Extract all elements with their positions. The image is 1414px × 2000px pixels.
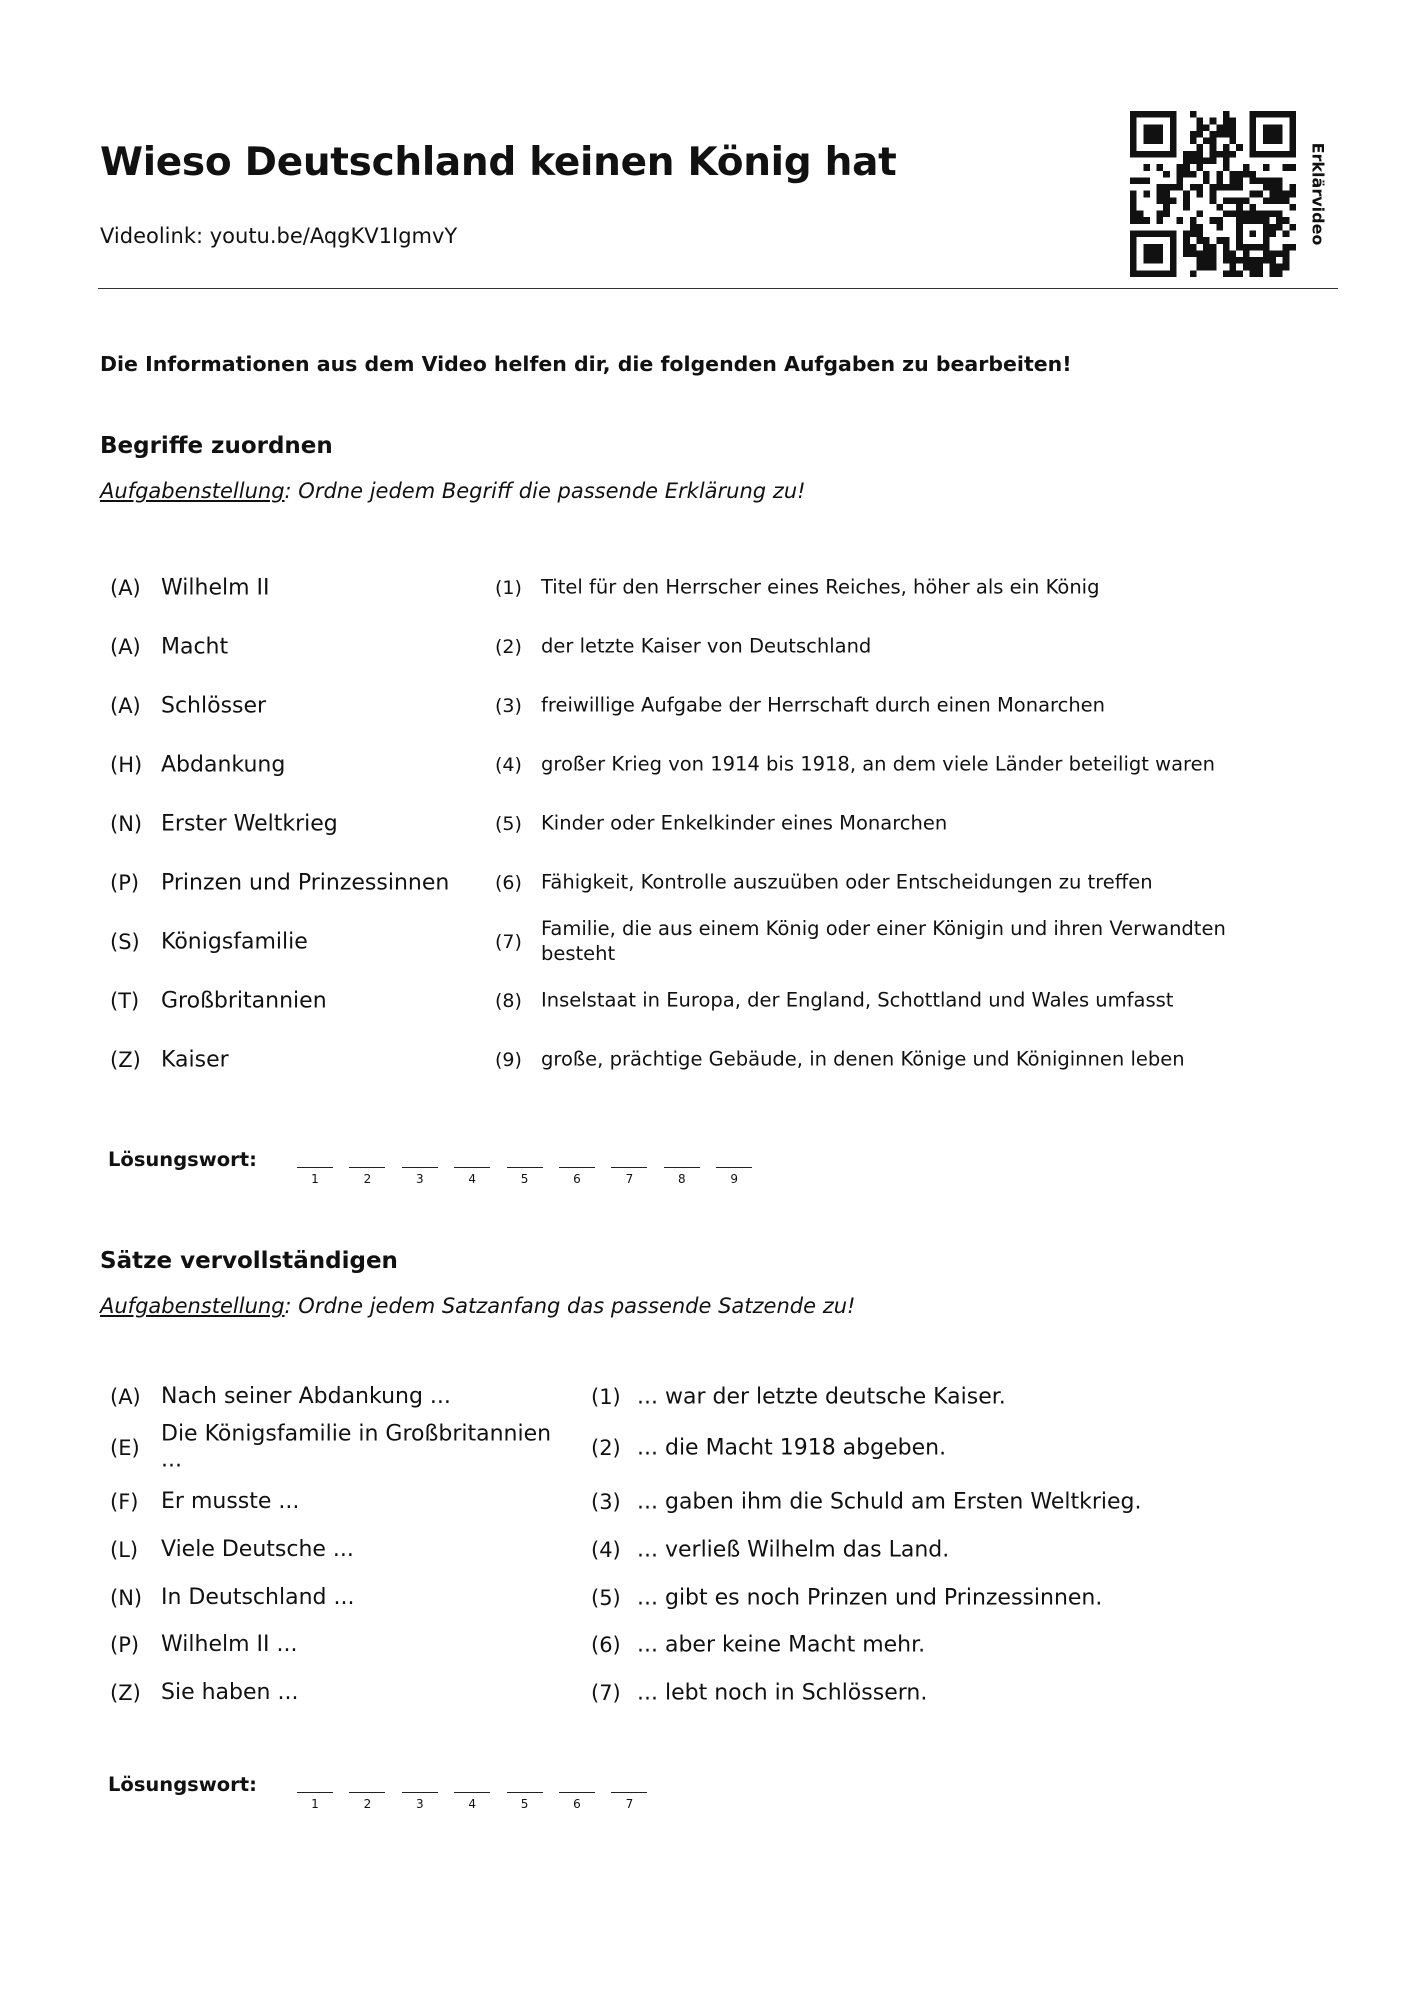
answer-blank[interactable] bbox=[349, 1167, 385, 1168]
sentence-start: In Deutschland ... bbox=[161, 1584, 355, 1610]
answer-blank[interactable] bbox=[349, 1792, 385, 1793]
sentence-start: Die Königsfamilie in Großbritannien ... bbox=[161, 1421, 552, 1473]
explanation-text: Fähigkeit, Kontrolle auszuüben oder Entscheidungen zu treffen bbox=[541, 870, 1153, 894]
term-text: Prinzen und Prinzessinnen bbox=[161, 870, 450, 896]
task-statement bbox=[100, 479, 806, 503]
answer-blank[interactable] bbox=[454, 1792, 490, 1793]
loesungswort-label: Lösungswort: bbox=[108, 1148, 257, 1171]
answer-blank-number: 3 bbox=[415, 1172, 424, 1186]
answer-blank[interactable] bbox=[507, 1792, 543, 1793]
answer-blank[interactable] bbox=[559, 1792, 595, 1793]
term-row bbox=[0, 917, 1414, 965]
answer-blank-number: 9 bbox=[730, 1172, 738, 1186]
sentence-row bbox=[0, 1525, 1414, 1575]
task-text: : Ordne jedem Satzanfang das passende Satzende zu! bbox=[284, 1294, 856, 1318]
sentence-end-number: (4) bbox=[591, 1538, 621, 1562]
page-title: Wieso Deutschland keinen König hat bbox=[100, 140, 897, 185]
sentence-letter: (A) bbox=[110, 1385, 141, 1409]
sentence-end-number: (2) bbox=[591, 1436, 621, 1460]
sentence-letter: (E) bbox=[110, 1436, 140, 1460]
sentence-letter: (N) bbox=[110, 1586, 143, 1610]
sentence-end-number: (6) bbox=[591, 1633, 621, 1657]
answer-blank-number: 4 bbox=[468, 1172, 476, 1186]
sentence-start: Viele Deutsche ... bbox=[161, 1536, 354, 1562]
section-title-begriffe: Begriffe zuordnen bbox=[100, 433, 333, 459]
explanation-number: (3) bbox=[495, 695, 522, 717]
answer-blank-number: 6 bbox=[573, 1797, 581, 1811]
term-text: Großbritannien bbox=[161, 988, 327, 1014]
answer-blank[interactable] bbox=[297, 1792, 333, 1793]
term-row bbox=[0, 861, 1414, 905]
answer-blank-number: 2 bbox=[363, 1797, 372, 1811]
explanation-number: (9) bbox=[495, 1049, 522, 1071]
term-row bbox=[0, 743, 1414, 787]
term-text: Erster Weltkrieg bbox=[161, 811, 338, 837]
sentence-end-number: (1) bbox=[591, 1385, 621, 1409]
sentence-row bbox=[0, 1620, 1414, 1670]
answer-blank-number: 4 bbox=[468, 1797, 476, 1811]
answer-blank-number: 6 bbox=[573, 1172, 581, 1186]
answer-blank-number: 3 bbox=[415, 1797, 424, 1811]
sentence-end: ... lebt noch in Schlössern. bbox=[637, 1680, 928, 1706]
sentence-letter: (Z) bbox=[110, 1681, 141, 1705]
explanation-number: (7) bbox=[495, 931, 522, 953]
explanation-number: (8) bbox=[495, 990, 522, 1012]
answer-blank[interactable] bbox=[507, 1167, 543, 1168]
answer-blank[interactable] bbox=[297, 1167, 333, 1168]
answer-blank[interactable] bbox=[716, 1167, 752, 1168]
term-letter: (Z) bbox=[110, 1048, 141, 1072]
task-statement bbox=[100, 1294, 855, 1318]
term-letter: (A) bbox=[110, 576, 141, 600]
sentence-start: Nach seiner Abdankung ... bbox=[161, 1383, 451, 1409]
explanation-number: (2) bbox=[495, 636, 522, 658]
answer-blank-number: 1 bbox=[311, 1797, 319, 1811]
instruction-text: Die Informationen aus dem Video helfen dir, die folgenden Aufgaben zu bearbeiten! bbox=[100, 352, 1072, 376]
sentence-row bbox=[0, 1573, 1414, 1623]
explanation-text: Familie, die aus einem König oder einer Königin und ihren Verwandten besteht bbox=[541, 917, 1226, 965]
answer-blank[interactable] bbox=[559, 1167, 595, 1168]
qr-label: Erklärvideo bbox=[1308, 142, 1328, 246]
loesungswort-label: Lösungswort: bbox=[108, 1773, 257, 1796]
answer-blank[interactable] bbox=[611, 1792, 647, 1793]
answer-blank-number: 5 bbox=[520, 1797, 529, 1811]
sentence-row bbox=[0, 1423, 1414, 1473]
term-text: Königsfamilie bbox=[161, 929, 308, 955]
sentence-end: ... war der letzte deutsche Kaiser. bbox=[637, 1384, 1006, 1410]
term-letter: (T) bbox=[110, 989, 140, 1013]
term-letter: (A) bbox=[110, 635, 141, 659]
term-letter: (S) bbox=[110, 930, 140, 954]
answer-blank-number: 1 bbox=[311, 1172, 319, 1186]
sentence-row bbox=[0, 1372, 1414, 1422]
sentence-end: ... die Macht 1918 abgeben. bbox=[637, 1435, 947, 1461]
sentence-row bbox=[0, 1668, 1414, 1718]
answer-blank[interactable] bbox=[402, 1792, 438, 1793]
answer-blank[interactable] bbox=[611, 1167, 647, 1168]
explanation-number: (4) bbox=[495, 754, 522, 776]
term-text: Wilhelm II bbox=[161, 575, 270, 601]
sentence-row bbox=[0, 1477, 1414, 1527]
sentence-letter: (F) bbox=[110, 1490, 139, 1514]
term-letter: (P) bbox=[110, 871, 140, 895]
sentence-end: ... aber keine Macht mehr. bbox=[637, 1632, 926, 1658]
term-row bbox=[0, 625, 1414, 669]
explanation-text: großer Krieg von 1914 bis 1918, an dem viele Länder beteiligt waren bbox=[541, 752, 1215, 776]
sentence-start: Er musste ... bbox=[161, 1488, 300, 1514]
explanation-number: (1) bbox=[495, 577, 522, 599]
sentence-start: Wilhelm II ... bbox=[161, 1631, 298, 1657]
sentence-start: Sie haben ... bbox=[161, 1679, 299, 1705]
answer-blank[interactable] bbox=[664, 1167, 700, 1168]
term-letter: (A) bbox=[110, 694, 141, 718]
section-title-saetze: Sätze vervollständigen bbox=[100, 1248, 398, 1274]
task-label: Aufgabenstellung bbox=[100, 1294, 285, 1318]
answer-blank-number: 8 bbox=[677, 1172, 686, 1186]
sentence-end-number: (5) bbox=[591, 1586, 621, 1610]
term-row bbox=[0, 684, 1414, 728]
video-link[interactable]: Videolink: youtu.be/AqgKV1IgmvY bbox=[100, 224, 458, 248]
answer-blank-number: 5 bbox=[520, 1172, 529, 1186]
explanation-text: große, prächtige Gebäude, in denen Könige und Königinnen leben bbox=[541, 1047, 1185, 1071]
term-letter: (N) bbox=[110, 812, 143, 836]
explanation-text: Titel für den Herrscher eines Reiches, höher als ein König bbox=[541, 575, 1100, 599]
term-text: Macht bbox=[161, 634, 229, 660]
term-text: Abdankung bbox=[161, 752, 286, 778]
answer-blank[interactable] bbox=[454, 1167, 490, 1168]
explanation-text: Inselstaat in Europa, der England, Schottland und Wales umfasst bbox=[541, 988, 1174, 1012]
task-text: : Ordne jedem Begriff die passende Erklärung zu! bbox=[284, 479, 806, 503]
answer-blank-number: 2 bbox=[363, 1172, 372, 1186]
task-label: Aufgabenstellung bbox=[100, 479, 285, 503]
explanation-number: (5) bbox=[495, 813, 522, 835]
term-letter: (H) bbox=[110, 753, 143, 777]
sentence-end: ... verließ Wilhelm das Land. bbox=[637, 1537, 950, 1563]
answer-blank-number: 7 bbox=[625, 1797, 634, 1811]
header-divider bbox=[98, 288, 1338, 289]
explanation-text: der letzte Kaiser von Deutschland bbox=[541, 634, 872, 658]
term-text: Kaiser bbox=[161, 1047, 229, 1073]
answer-blank-number: 7 bbox=[625, 1172, 634, 1186]
explanation-text: Kinder oder Enkelkinder eines Monarchen bbox=[541, 811, 948, 835]
sentence-end-number: (3) bbox=[591, 1490, 621, 1514]
explanation-text: freiwillige Aufgabe der Herrschaft durch einen Monarchen bbox=[541, 693, 1106, 717]
term-text: Schlösser bbox=[161, 693, 267, 719]
sentence-end: ... gaben ihm die Schuld am Ersten Weltkrieg. bbox=[637, 1489, 1142, 1515]
sentence-end: ... gibt es noch Prinzen und Prinzessinnen. bbox=[637, 1585, 1103, 1611]
term-row bbox=[0, 802, 1414, 846]
term-row bbox=[0, 1038, 1414, 1082]
term-row bbox=[0, 979, 1414, 1023]
explanation-number: (6) bbox=[495, 872, 522, 894]
sentence-end-number: (7) bbox=[591, 1681, 621, 1705]
term-row bbox=[0, 566, 1414, 610]
qr-code-icon bbox=[1130, 111, 1296, 277]
answer-blank[interactable] bbox=[402, 1167, 438, 1168]
sentence-letter: (L) bbox=[110, 1538, 139, 1562]
sentence-letter: (P) bbox=[110, 1633, 140, 1657]
